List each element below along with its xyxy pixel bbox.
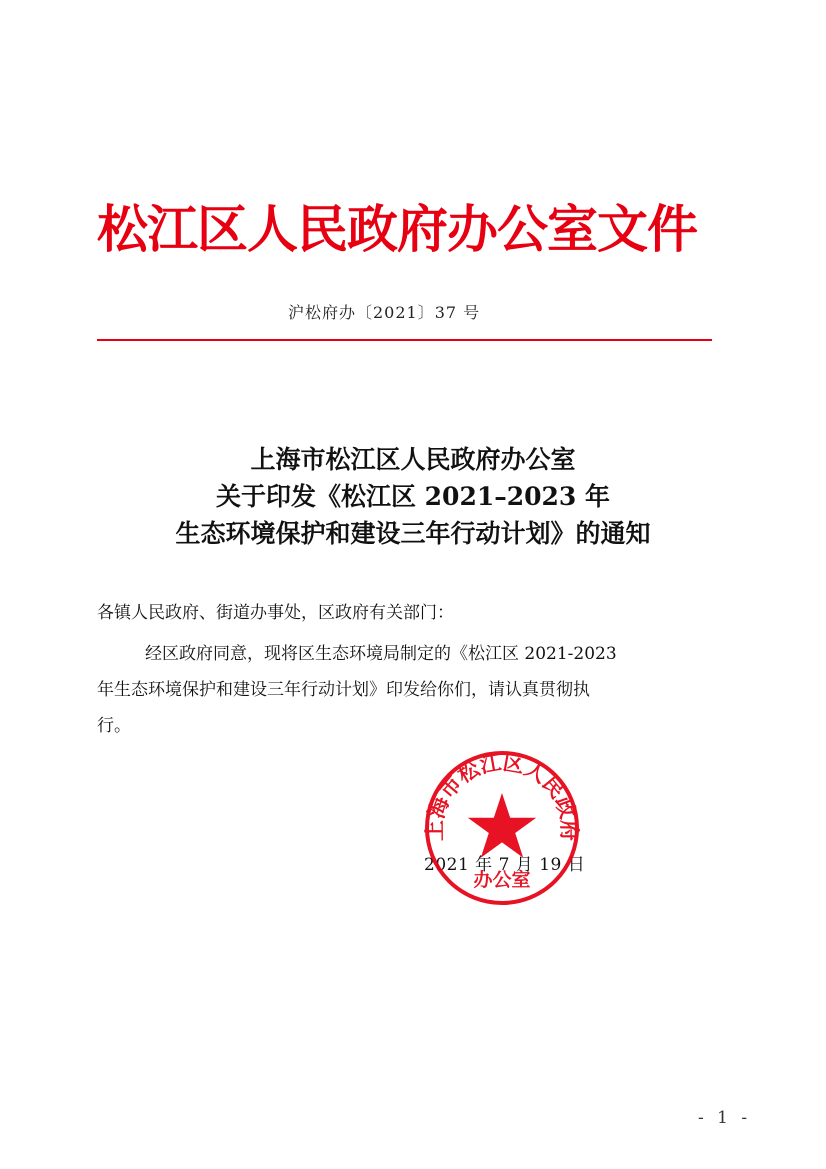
document-masthead: 松江区人民政府办公室文件 [97, 201, 698, 260]
body-line-2: 年生态环境保护和建设三年行动计划》印发给你们，请认真贯彻执 [97, 680, 590, 700]
document-number: 沪松府办〔2021〕37 号 [288, 303, 481, 322]
body-line-1: 经区政府同意，现将区生态环境局制定的《松江区 2021-2023 [145, 644, 617, 664]
body-text [97, 636, 757, 744]
seal-bottom-text: 办公室 [473, 869, 531, 891]
title-line-1: 上海市松江区人民政府办公室 [250, 445, 576, 474]
red-divider-line [97, 339, 712, 341]
salutation: 各镇人民政府、街道办事处，区政府有关部门： [97, 603, 454, 623]
title-line-2: 关于印发《松江区 2021–2023 年 [215, 482, 611, 511]
seal-star-icon [468, 793, 536, 858]
title-line-3: 生态环境保护和建设三年行动计划》的通知 [175, 519, 651, 548]
page-number: - 1 - [698, 1108, 752, 1128]
issue-date: 2021 年 7 月 19 日 [424, 855, 586, 875]
body-line-3: 行。 [97, 716, 131, 736]
seal-arc-text: 上海市松江区人民政府 [422, 749, 582, 842]
document-title [0, 441, 826, 552]
official-seal-stamp [422, 748, 582, 908]
